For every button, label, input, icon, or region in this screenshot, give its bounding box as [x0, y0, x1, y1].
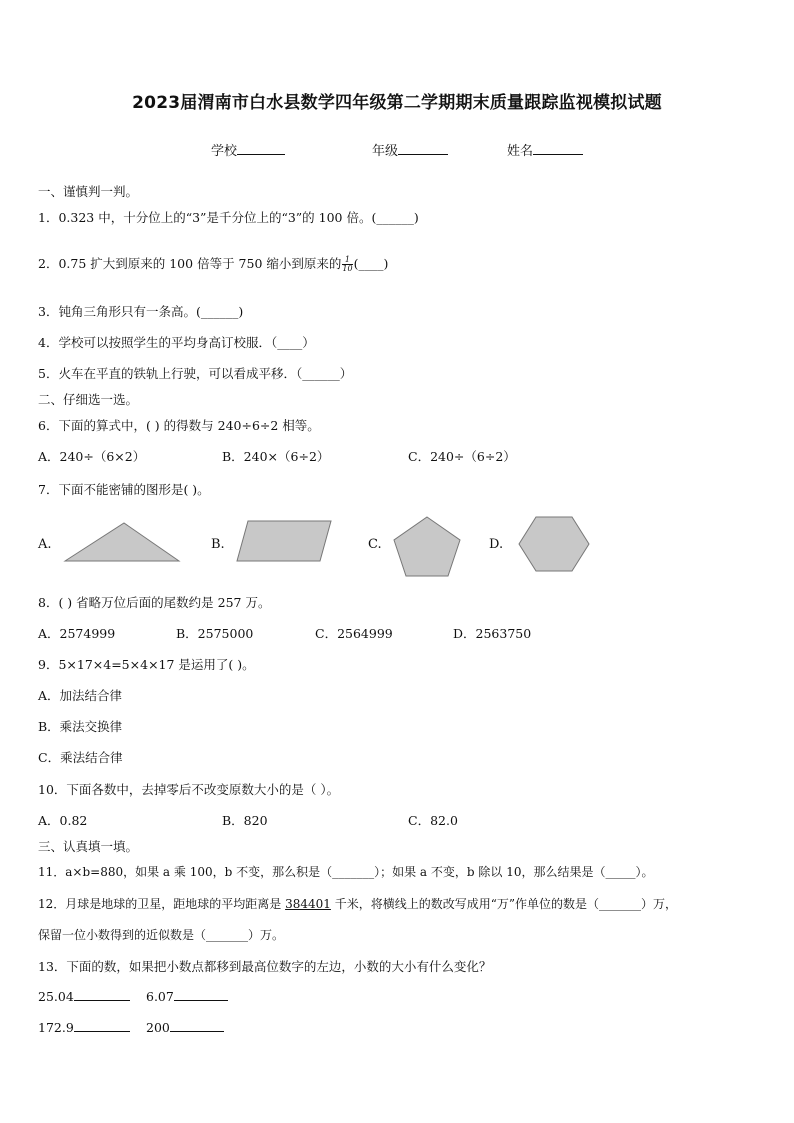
number-label: 200 [146, 1020, 170, 1035]
question-9-option-b[interactable]: B．乘法交换律 [38, 719, 123, 734]
question-9: 9．5×17×4=5×4×17 是运用了( )。 [38, 657, 255, 672]
question-13: 13．下面的数，如果把小数点都移到最高位数字的左边，小数的大小有什么变化？ [38, 959, 492, 974]
name-field[interactable] [507, 140, 583, 159]
obtuse-triangle-shape [62, 520, 182, 564]
question-12-line-2: 保留一位小数得到的近似数是（_______）万。 [38, 928, 285, 942]
question-11: 11．a×b=880，如果 a 乘 100，b 不变，那么积是（_______）；如果 a 不变，b 除以 10，那么结果是（_____）。 [38, 865, 654, 879]
question-13-item-2[interactable] [146, 989, 228, 1004]
question-3: 3．钝角三角形只有一条高。(______) [38, 304, 244, 319]
question-10-option-c[interactable]: C．82.0 [408, 813, 458, 828]
question-2 [38, 254, 388, 273]
question-7: 7．下面不能密铺的图形是( )。 [38, 482, 210, 497]
question-10-option-a[interactable]: A．0.82 [38, 813, 88, 828]
question-7-option-c[interactable]: C. [368, 537, 382, 552]
question-13-item-1[interactable] [38, 989, 130, 1004]
parallelogram-shape [234, 518, 334, 564]
question-10: 10．下面各数中，去掉零后不改变原数大小的是（ ）。 [38, 782, 340, 797]
question-12-text: 12．月球是地球的卫星，距地球的平均距离是 [38, 897, 286, 911]
fraction [342, 256, 352, 273]
question-6-option-b[interactable]: B．240×（6÷2） [222, 449, 330, 464]
question-8: 8．( ) 省略万位后面的尾数约是 257 万。 [38, 595, 271, 610]
pentagon-shape [391, 515, 463, 579]
section-1-heading: 一、谨慎判一判。 [38, 184, 139, 199]
name-label: 姓名 [507, 144, 534, 159]
question-8-option-d[interactable]: D．2563750 [453, 626, 532, 641]
school-label: 学校 [211, 144, 238, 159]
question-7-option-b[interactable]: B. [211, 537, 225, 552]
hexagon-shape [516, 515, 592, 573]
school-field[interactable] [211, 140, 285, 159]
section-2-heading: 二、仔细选一选。 [38, 392, 139, 407]
question-5: 5．火车在平直的铁轨上行驶，可以看成平移．（______） [38, 366, 353, 381]
number-label: 172.9 [38, 1020, 74, 1035]
section-3-heading: 三、认真填一填。 [38, 839, 139, 854]
question-13-item-3[interactable] [38, 1020, 130, 1035]
question-4: 4．学校可以按照学生的平均身高订校服．（____） [38, 335, 315, 350]
question-8-option-b[interactable]: B．2575000 [176, 626, 254, 641]
page-title: 2023届渭南市白水县数学四年级第二学期期末质量跟踪监视模拟试题 [132, 93, 662, 113]
question-9-option-c[interactable]: C．乘法结合律 [38, 750, 123, 765]
question-13-item-4[interactable] [146, 1020, 224, 1035]
question-8-option-c[interactable]: C．2564999 [315, 626, 393, 641]
question-7-option-a[interactable]: A. [38, 537, 52, 552]
grade-field[interactable] [372, 140, 448, 159]
fraction-denominator: 10 [342, 264, 353, 273]
question-12-text-tail: 千米，将横线上的数改写成用“万”作单位的数是（_______）万， [330, 897, 677, 911]
question-2-text: 2．0.75 扩大到原来的 100 倍等于 750 缩小到原来的 [38, 256, 342, 271]
question-6-option-c[interactable]: C．240÷（6÷2） [408, 449, 516, 464]
question-9-option-a[interactable]: A．加法结合律 [38, 688, 123, 703]
fraction-numerator: 1 [342, 256, 352, 265]
number-label: 25.04 [38, 989, 74, 1004]
question-10-option-b[interactable]: B．820 [222, 813, 268, 828]
question-6: 6．下面的算式中，( ) 的得数与 240÷6÷2 相等。 [38, 418, 320, 433]
question-12 [38, 895, 677, 912]
question-2-blank: (____) [353, 256, 389, 271]
grade-label: 年级 [372, 144, 399, 159]
question-6-option-a[interactable]: A．240÷（6×2） [38, 449, 146, 464]
underlined-number: 384401 [285, 897, 331, 911]
question-7-option-d[interactable]: D. [489, 537, 504, 552]
number-label: 6.07 [146, 989, 174, 1004]
question-1: 1．0.323 中，十分位上的“3”是千分位上的“3”的 100 倍。(______) [38, 210, 419, 225]
question-8-option-a[interactable]: A．2574999 [38, 626, 116, 641]
